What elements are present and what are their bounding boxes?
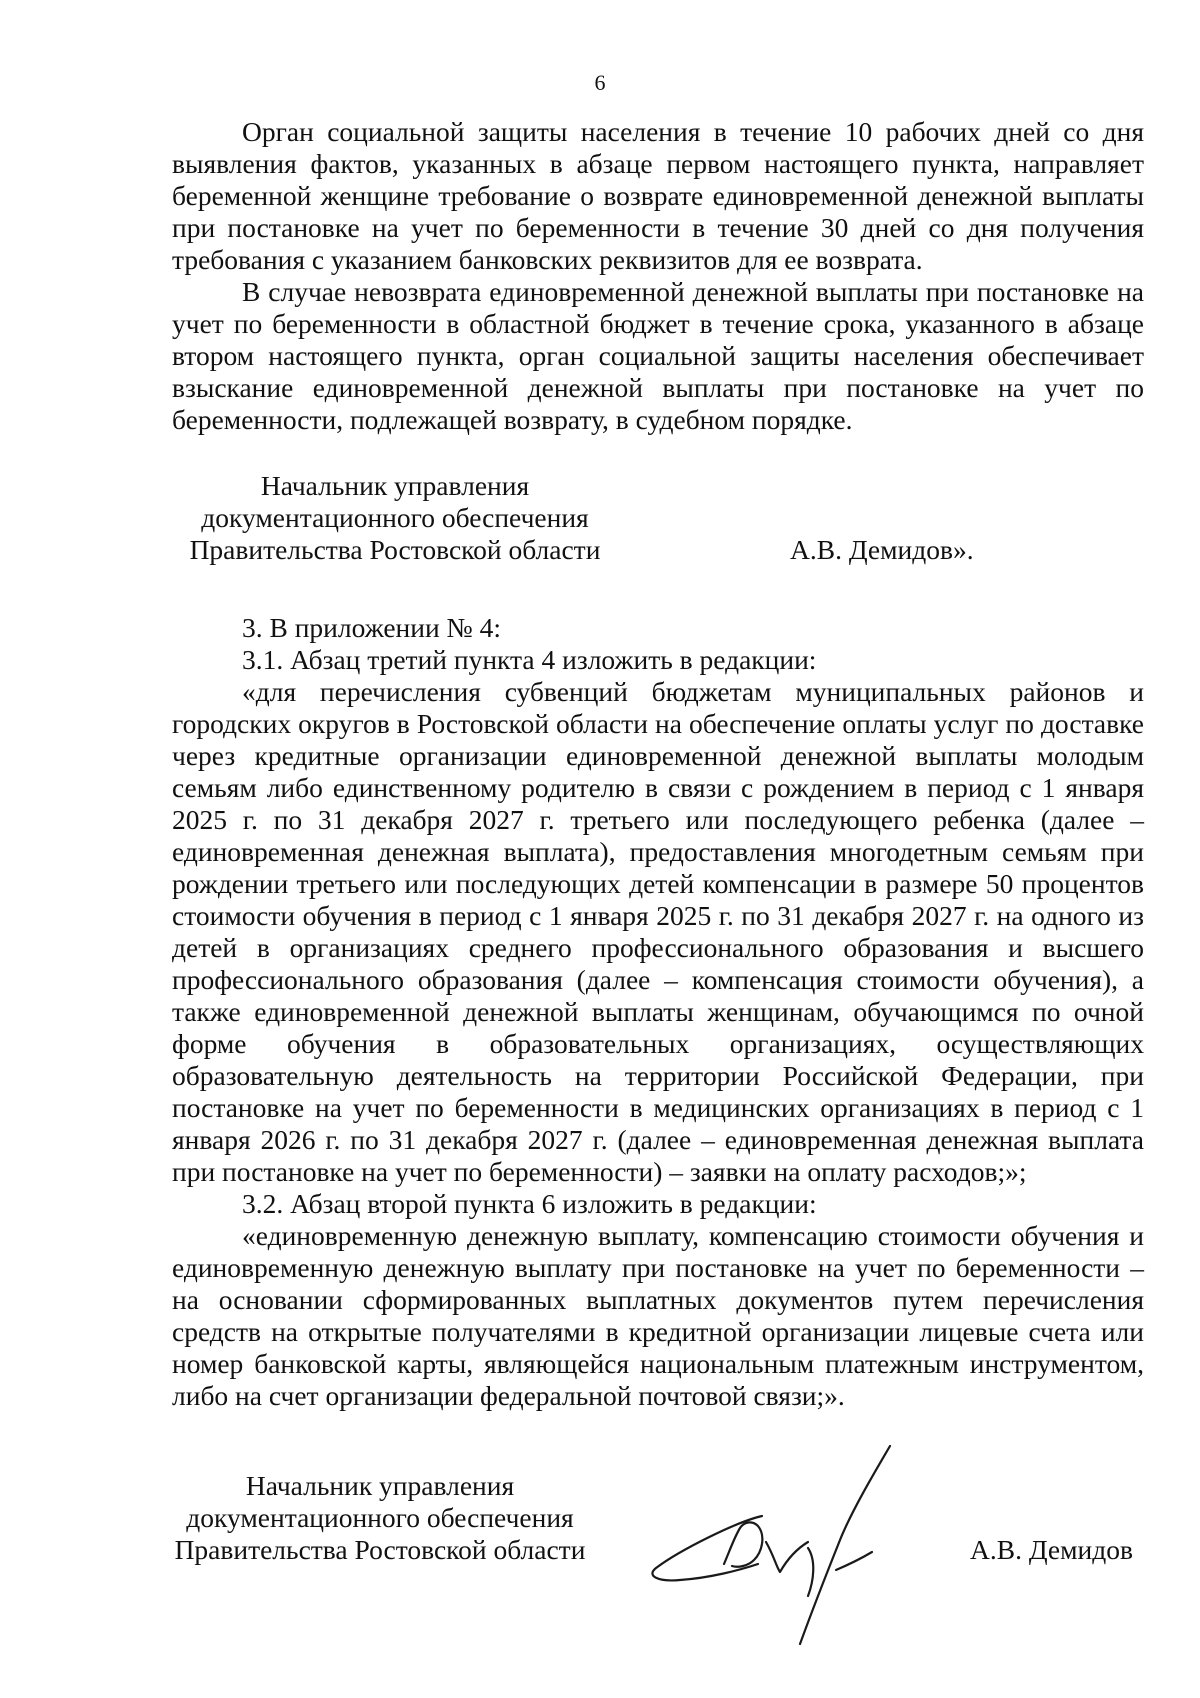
quote-paragraph-3-2: «единовременную денежную выплату, компенсацию стоимости обучения и единовременную денежную выплату при постановке на учет по беременности – на основании сформированных выплатных документов путем перечисления средств на открытые получателями в кредитной организации лицевые счета или номер банковской карты, являющейся национальным платежным инструментом, либо на счет организации федеральной почтовой связи;». [172, 1220, 1144, 1411]
signer-name-2: А.В. Демидов [970, 1534, 1133, 1565]
text-block-top [172, 116, 1144, 436]
signer-name-1: А.В. Демидов». [790, 534, 974, 565]
signer-position-line2: документационного обеспечения [186, 1502, 574, 1533]
page-number: 6 [594, 70, 606, 95]
item-3-1-heading: 3.1. Абзац третий пункта 4 изложить в редакции: [242, 644, 817, 675]
quote-paragraph-3-1: «для перечисления субвенций бюджетам муниципальных районов и городских округов в Ростовской области на обеспечение оплаты услуг по доставке через кредитные организации единовременной денежной выплаты молодым семьям либо единственному родителю в связи с рождением в период с 1 января 2025 г. по 31 декабря 2027 г. третьего или последующего ребенка (далее – единовременная денежная выплата), предоставления многодетным семьям при рождении третьего или последующих детей компенсации в размере 50 процентов стоимости обучения в период с 1 января 2025 г. по 31 декабря 2027 г. на одного из детей в организациях среднего профессионального образования и высшего профессионального образования (далее – компенсация стоимости обучения), а также единовременной денежной выплаты женщинам, обучающимся по очной форме обучения в образовательных организациях, осуществляющих образовательную деятельность на территории Российской Федерации, при постановке на учет по беременности в медицинских организациях в период с 1 января 2026 г. по 31 декабря 2027 г. (далее – единовременная денежная выплата при постановке на учет по беременности) – заявки на оплату расходов;»; [172, 676, 1144, 1187]
item-3-heading: 3. В приложении № 4: [242, 612, 502, 643]
handwritten-signature [640, 1440, 920, 1650]
signature-block-2-title [160, 1470, 600, 1566]
signature-block-1-title [170, 470, 620, 566]
item-3-2-heading: 3.2. Абзац второй пункта 6 изложить в редакции: [242, 1188, 817, 1219]
signer-position-line1: Начальник управления [260, 470, 530, 501]
paragraph-refund-demand: Орган социальной защиты населения в течение 10 рабочих дней со дня выявления фактов, указанных в абзаце первом настоящего пункта, направляет беременной женщине требование о возврате единовременной денежной выплаты при постановке на учет по беременности в течение 30 дней со дня получения требования с указанием банковских реквизитов для ее возврата. [172, 116, 1144, 275]
signer-position-line2: документационного обеспечения [201, 502, 589, 533]
paragraph-court-recovery: В случае невозврата единовременной денежной выплаты при постановке на учет по беременности в областной бюджет в течение срока, указанного в абзаце втором настоящего пункта, орган социальной защиты населения обеспечивает взыскание единовременной денежной выплаты при постановке на учет по беременности, подлежащей возврату, в судебном порядке. [172, 276, 1144, 435]
signer-position-line1: Начальник управления [245, 1470, 515, 1501]
text-block-amendments [172, 612, 1144, 1412]
signer-position-line3: Правительства Ростовской области [174, 1534, 586, 1565]
signer-position-line3: Правительства Ростовской области [189, 534, 601, 565]
